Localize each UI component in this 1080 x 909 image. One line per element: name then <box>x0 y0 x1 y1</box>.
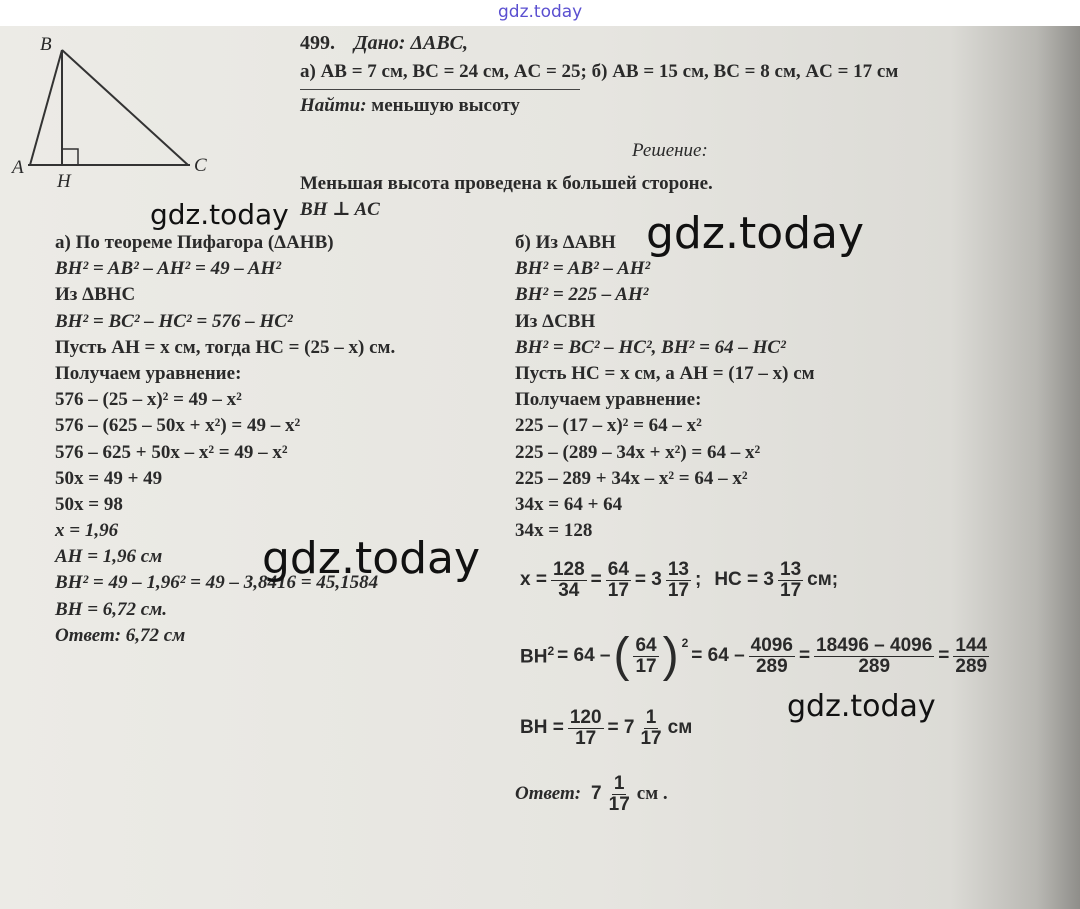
part-a-line: BH = 6,72 см. <box>55 598 167 620</box>
part-a-answer: Ответ: 6,72 см <box>55 624 186 646</box>
numerator: 144 <box>955 635 988 656</box>
watermark: gdz.today <box>262 533 481 584</box>
label-a: A <box>12 157 24 178</box>
part-b-line: BH² = BC² – HC², BH² = 64 – HC² <box>515 336 786 358</box>
watermark: gdz.today <box>646 208 865 259</box>
part-b-line: Из ΔCBH <box>515 310 596 332</box>
answer-fraction <box>607 774 632 815</box>
part-a-line: 576 – (25 – x)² = 49 – x² <box>55 389 242 411</box>
separator: ; <box>695 569 702 591</box>
denominator: 289 <box>955 655 988 677</box>
given-divider <box>300 89 580 90</box>
numerator: 18496 – 4096 <box>816 635 933 656</box>
denominator: 17 <box>635 655 657 677</box>
part-b-line: 34x = 128 <box>515 520 593 542</box>
part-b-line: 34x = 64 + 64 <box>515 493 623 515</box>
numerator: 4096 <box>750 635 793 656</box>
find-label: Найти: <box>300 95 367 116</box>
denominator: 17 <box>607 579 629 601</box>
label-c: C <box>194 155 207 176</box>
part-a-line: BH² = 49 – 1,96² = 49 – 3,8416 = 45,1584 <box>55 572 379 594</box>
part-b-line: 225 – (289 – 34x + x²) = 64 – x² <box>515 441 761 463</box>
part-a-column <box>55 232 395 651</box>
fraction-1-17 <box>638 708 663 749</box>
part-a-line: 576 – 625 + 50x – x² = 49 – x² <box>55 441 288 463</box>
answer-whole: 7 <box>591 783 602 805</box>
part-b-line: Пусть HC = x см, а AH = (17 – x) см <box>515 362 815 384</box>
part-b-line: б) Из ΔABH <box>515 232 616 253</box>
label-b: B <box>40 34 52 55</box>
numerator: 13 <box>780 559 802 580</box>
part-b-answer <box>515 774 668 815</box>
formula-bh2 <box>520 629 990 683</box>
problem-conditions: а) AB = 7 см, BC = 24 см, AC = 25; б) AB = 15 см, BC = 8 см, AC = 17 см <box>300 61 899 82</box>
denominator: 17 <box>575 727 597 749</box>
fraction-128-34 <box>551 560 587 601</box>
side-ab <box>30 50 62 165</box>
equals-whole: = 3 <box>634 569 662 591</box>
numerator: 1 <box>613 773 625 794</box>
part-b-line: 225 – (17 – x)² = 64 – x² <box>515 415 702 437</box>
solution-intro: Меньшая высота проведена к большей стороне. <box>300 173 713 194</box>
part-a-line: а) По теореме Пифагора (ΔAHB) <box>55 232 334 253</box>
fraction-64-17 <box>606 560 631 601</box>
bh2-eq3: = <box>798 645 811 667</box>
formula-x <box>520 560 838 601</box>
numerator: 13 <box>667 559 689 580</box>
hc-unit: см; <box>807 569 839 591</box>
equals: = <box>590 569 602 591</box>
numerator: 1 <box>645 707 657 728</box>
bh2-lhs: $BH^2$ <box>520 644 555 668</box>
fraction-144-289 <box>953 636 989 677</box>
denominator: 17 <box>667 579 689 601</box>
paren-close: ) <box>662 629 679 683</box>
answer-label: Ответ: <box>515 783 582 805</box>
x-lhs: x = <box>520 569 547 591</box>
numerator: 128 <box>552 559 585 580</box>
numerator: 120 <box>569 707 602 728</box>
part-a-line: 50x = 98 <box>55 493 123 515</box>
part-b-line: BH² = AB² – AH² <box>515 258 651 280</box>
part-b-line: Получаем уравнение: <box>515 389 702 411</box>
find-text: меньшую высоту <box>371 95 520 116</box>
part-b-line: BH² = 225 – AH² <box>515 284 649 306</box>
denominator: 289 <box>858 655 891 677</box>
solution-title: Решение: <box>632 140 708 161</box>
fraction-13-17 <box>666 560 691 601</box>
power-2: 2 <box>681 636 689 650</box>
part-b-column <box>515 232 815 546</box>
bh-eq: = 7 <box>607 717 635 739</box>
bh-lhs: BH = <box>520 717 564 739</box>
bh2-eq: = 64 – <box>557 645 611 667</box>
part-b-line: 225 – 289 + 34x – x² = 64 – x² <box>515 467 748 489</box>
side-bc <box>62 50 188 165</box>
denominator: 34 <box>558 579 580 601</box>
fraction-13-17-hc <box>778 560 803 601</box>
fraction-64-17-sq <box>633 636 658 677</box>
bh2-eq2: = 64 – <box>691 645 745 667</box>
part-a-line: 576 – (625 – 50x + x²) = 49 – x² <box>55 415 301 437</box>
given-label: Дано: <box>354 32 406 54</box>
problem-header <box>300 32 468 55</box>
part-a-line: BH² = BC² – HC² = 576 – HC² <box>55 310 293 332</box>
watermark: gdz.today <box>787 689 936 724</box>
numerator: 64 <box>635 635 657 656</box>
problem-number: 499. <box>300 32 335 54</box>
denominator: 289 <box>755 655 788 677</box>
fraction-diff-289 <box>814 636 934 677</box>
denominator: 17 <box>640 727 662 749</box>
denominator: 17 <box>780 579 802 601</box>
answer-unit: см . <box>636 783 668 805</box>
perp-statement: BH ⊥ AC <box>300 199 380 220</box>
part-a-line: AH = 1,96 см <box>55 546 163 568</box>
part-a-line: Получаем уравнение: <box>55 362 242 384</box>
part-a-line: BH² = AB² – AH² = 49 – AH² <box>55 258 282 280</box>
part-a-line: Пусть AH = x см, тогда HC = (25 – x) см. <box>55 336 396 358</box>
right-angle-mark <box>62 149 78 165</box>
paren-open: ( <box>613 629 630 683</box>
bh-unit: см <box>667 717 693 739</box>
given-triangle: ΔABC, <box>410 32 468 54</box>
label-h: H <box>57 171 71 192</box>
bh2-eq4: = <box>938 645 950 667</box>
site-header[interactable]: gdz.today <box>498 2 583 22</box>
part-a-line: Из ΔBHC <box>55 284 136 306</box>
fraction-4096-289 <box>749 636 795 677</box>
hc-lhs: HC = 3 <box>714 569 774 591</box>
part-a-line: 50x = 49 + 49 <box>55 467 163 489</box>
formula-bh <box>520 708 692 749</box>
watermark: gdz.today <box>150 198 289 231</box>
fraction-120-17 <box>568 708 604 749</box>
part-a-line: x = 1,96 <box>55 520 119 542</box>
find-line <box>300 95 520 117</box>
denominator: 17 <box>608 793 630 815</box>
numerator: 64 <box>607 559 629 580</box>
